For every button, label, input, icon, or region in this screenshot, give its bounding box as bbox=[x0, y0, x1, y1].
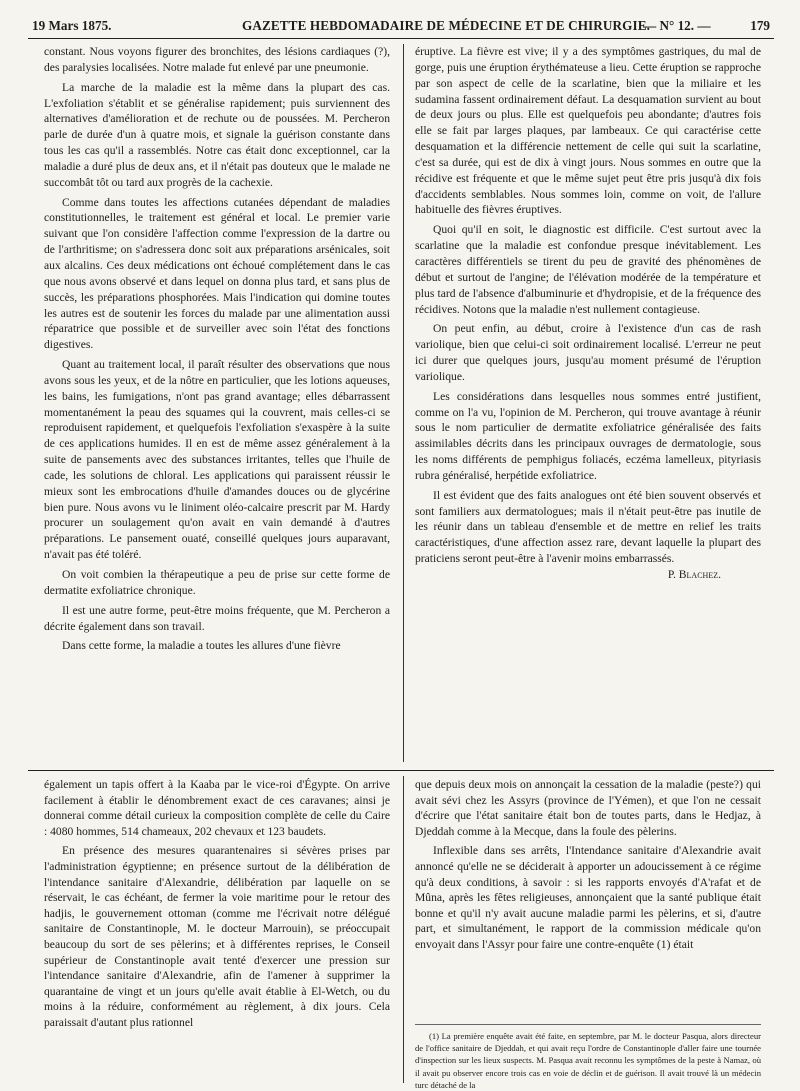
paragraph: également un tapis offert à la Kaaba par le vice-roi d'Égypte. On arrive facilement à établir le dénombrement exact de ces caravanes; ainsi je donnerai comme détail curieux la composition complète de celle du Caire : 4080 hommes, 514 chameaux, 202 chevaux et 123 baudets. bbox=[44, 778, 390, 838]
footnote bbox=[415, 1024, 761, 1091]
paragraph: Les considérations dans lesquelles nous sommes entré justifient, comme on l'a vu, l'opinion de M. Percheron, qui trouve avantage à réunir sous le nom particulier de dermatite exfoliatrice généralisée des faits assimilables décrits dans les principaux ouvrages de dermatologie, sous les noms différents de pemphigus foliacés, eczéma lamelleux, pityriasis rubra généralisé, herpétide exfoliatrice. bbox=[415, 389, 761, 482]
bottom-right-column bbox=[415, 777, 761, 1019]
footnote-text: (1) La première enquête avait été faite, en septembre, par M. le docteur Pasqua, alors directeur de l'office sanitaire de Djeddah, et qui avait reçu l'ordre de Constantinople d'aller faire une tournée d'inspection sur les lieux suspects. M. Pasqua avait reconnu les symptômes de la peste à Namaz, où il avait pu observer encore trois cas en voie de déclin et de guérison. Il avait trouvé là un médecin turc détaché de la bbox=[415, 1031, 761, 1090]
paragraph: Il est évident que des faits analogues ont été bien souvent observés et sont familiers aux dermatologues; mais il n'était peut-être pas inutile de les réunir dans un tableau d'ensemble et de mettre en relief les traits caractéristiques, d'une affection assez rare, devant laquelle la plupart des praticiens seront peut-être à l'avenir moins embarrassés. bbox=[415, 488, 761, 566]
paragraph: Il est une autre forme, peut-être moins fréquente, que M. Percheron a décrite également dans son travail. bbox=[44, 603, 390, 633]
section-divider bbox=[28, 770, 774, 771]
page-header bbox=[28, 16, 774, 39]
column-divider-top bbox=[403, 44, 404, 762]
paragraph: Inflexible dans ses arrêts, l'Intendance sanitaire d'Alexandrie avait annoncé qu'elle ne se déciderait à apporter un adoucissement à ce régime qu'à deux conditions, à savoir : si les rapports envoyés d'A'rafat et de Mûna, après les fêtes religieuses, annonçaient que la santé publique était bonne et qu'il n'y avait aucune maladie parmi les pèlerins, et si, d'autre part, et simultanément, le rapport de la commission médicale qu'on envoyait dans l'Assyr pour faire une contre-enquête (1) était bbox=[415, 844, 761, 951]
paragraph: Dans cette forme, la maladie a toutes les allures d'une fièvre bbox=[62, 639, 341, 653]
paragraph: La marche de la maladie est la même dans la plupart des cas. L'exfoliation s'établit et se généralise rapidement; puis surviennent des alternatives d'amélioration et de rechute ou de poussées. M. Percheron parle de durée d'un à quatre mois, et signale la guérison constante dans tous les cas qu'il a rassemblés. Notre cas était donc exceptionnel, car la maladie a duré plus de deux ans, et il n'était pas douteux que le malade ne succombât tôt ou tard aux progrès de la cachexie. bbox=[44, 80, 390, 189]
article-right-column bbox=[415, 44, 761, 744]
paragraph: En présence des mesures quarantenaires si sévères prises par l'administration égyptienne; en présence surtout de la délibération de l'intendance sanitaire d'Alexandrie, délibération par laquelle on se réservait, le cas échéant, de fermer la voie maritime pour le retour des hadjis, le gouvernement ottoman (comme me l'écrivait notre délégué sanitaire de Constantinople, M. le docteur Marrouin), se préoccupait beaucoup du sort de ses pèlerins; et à différentes reprises, le Conseil supérieur de Constantinople avait tenté d'exercer une pression sur l'intendance sanitaire d'Alexandrie, afin de l'amener à supprimer la quarantaine de vingt et un jours qu'elle avait établie à El-Wetch, ou du moins à la réduire, conformément au règlement, à dix jours. Cela paraissait d'autant plus rationnel bbox=[44, 844, 390, 1029]
paragraph: que depuis deux mois on annonçait la cessation de la maladie (peste?) qui avait sévi chez les Assyrs (province de l'Yémen), et que l'on ne cessait d'écrire que l'état sanitaire était bon de toutes parts, dans le Hedjaz, à Djeddah comme à la Mecque, dans la foule des pèlerins. bbox=[415, 778, 761, 838]
article-left-column bbox=[44, 44, 390, 766]
paragraph: Quoi qu'il en soit, le diagnostic est difficile. C'est surtout avec la scarlatine que la maladie est confondue presque inévitablement. Les caractères différentiels se tirent du peu de gravité des phénomènes de début et surtout de l'angine; de l'élévation modérée de la température et plus tard de l'absence d'albuminurie et d'hydropisie, et de la fréquence des récidives. Notons que la maladie n'est nullement contagieuse. bbox=[415, 223, 761, 316]
paragraph: Comme dans toutes les affections cutanées dépendant de maladies constitutionnelles, le traitement est général et local. Le premier varie suivant que l'on considère l'affection comme l'expression de la dartre ou de l'arthritisme; on s'adressera donc soit aux préparations arsénicales, soit aux alcalins. Ces deux médications ont échoué complétement dans le cas que nous avons observé et dans lequel on donna plus tard, et sans plus de succès, les préparations phosphorées. Mais l'indication qui domine toutes les autres est de soutenir les forces du malade par une alimentation aussi réparatrice que possible et de surveiller avec soin l'état des fonctions digestives. bbox=[44, 195, 390, 352]
header-issue-number: — N° 12. — bbox=[643, 18, 711, 33]
paragraph: constant. Nous voyons figurer des bronchites, des lésions cardiaques (?), des paralysies localisées. Notre malade fut enlevé par une pneumonie. bbox=[44, 45, 390, 74]
column-divider-bottom bbox=[403, 776, 404, 1083]
paragraph: On voit combien la thérapeutique a peu de prise sur cette forme de dermatite exfoliatrice chronique. bbox=[44, 568, 390, 597]
paragraph: éruptive. La fièvre est vive; il y a des symptômes gastriques, du mal de gorge, puis une éruption érythémateuse a lieu. Cette éruption se rapproche par son aspect de celle de la scarlatine, bien que la miliaire et les sudamina fassent ordinairement défaut. La desquamation survient au bout de deux jours ou plus. Elle est quelquefois peu abondante; d'autres fois elle se fait par larges plaques, par lambeaux. Ce qui caractérise cette desquamation et la différencie nettement de celle qui suit la scarlatine, c'est sa durée, qui est de dix à vingt jours. Nous sommes en outre que la récidive est fréquente et que le même sujet peut être pris jusqu'à dix fois d'accidents semblables. Nous sommes loin, comme on voit, de l'allure habituelle des fièvres éruptives. bbox=[415, 45, 761, 217]
paragraph: Quant au traitement local, il paraît résulter des observations que nous avons sous les yeux, et de la nôtre en particulier, que les lotions aqueuses, les bains, les fumigations, n'ont pas grand avantage; elles débarrassent momentanément la peau des squames qui la couvrent, mais celles-ci se reproduisent rapidement, et quelquefois l'exfoliation s'exaspère à la suite de ces applications humides. Il en est de même assez généralement à la suite de pansements avec des substances irritantes, telles que l'huile de cade, les solutions de chloral. Les applications qui paraissent réussir le mieux sont les embrocations d'huile d'amandes douces ou de glycérine bien pure. Nous avons vu le liniment oléo-calcaire prescrit par M. Hardy procurer un soulagement qu'on avait en vain demandé à d'autres préparations. Le pansement ouaté, conseillé quelques jours auparavant, n'avait pas été toléré. bbox=[44, 358, 390, 562]
header-date: 19 Mars 1875. bbox=[32, 18, 112, 33]
paragraph: On peut enfin, au début, croire à l'existence d'un cas de rash variolique, bien que celui-ci soit ordinairement localisé. L'erreur ne peut ici durer que quelques jours, jusqu'au moment présumé de l'éruption variolique. bbox=[415, 322, 761, 383]
author-signature: P. Blachez. bbox=[667, 568, 721, 581]
header-page-number: 179 bbox=[750, 18, 770, 33]
header-title: GAZETTE HEBDOMADAIRE DE MÉDECINE ET DE CHIRURGIE. bbox=[242, 18, 651, 33]
bottom-left-column bbox=[44, 777, 390, 1083]
